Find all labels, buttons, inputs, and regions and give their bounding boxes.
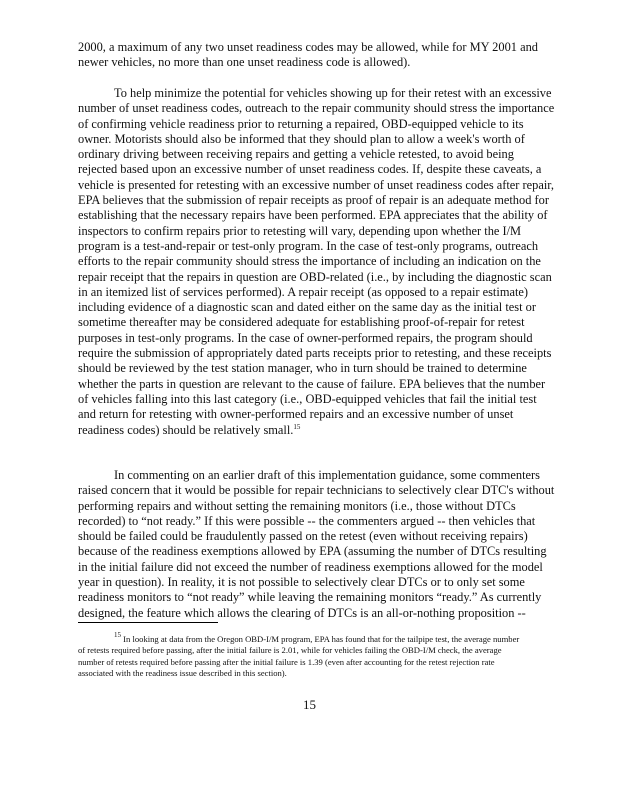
text-line-content: in an itemized list of services performed). A repair receipt (as opposed to a repair estimate) [78,284,529,299]
text-line [78,499,558,514]
text-line-content: year in question). In reality, it is not possible to selectively clear DTCs or to only set some [78,575,525,590]
text-line-content: purposes in test-only programs. In the case of owner-performed repairs, the program should [78,330,533,345]
text-line [78,361,558,376]
text-line [78,590,558,605]
text-line [78,239,558,254]
paragraph-3 [78,468,558,621]
text-line [78,468,558,483]
text-line [78,544,558,559]
text-line-content: including evidence of a diagnostic scan and dated either on the same day as the initial test or [78,300,536,315]
text-line-content: vehicle is presented for retesting with an excessive number of unset readiness codes after repair, [78,177,555,192]
text-line-content: of retests required before passing, after the initial failure is 2.01, while for vehicles failing the OBD-I/M check, the average [78,645,502,656]
text-line [78,560,558,575]
text-line [78,285,558,300]
text-line-content: EPA believes that the submission of repair receipts as proof of repair is an adequate method for [78,193,549,208]
text-line: 2000, a maximum of any two unset readiness codes may be allowed, while for MY 2001 and [78,40,538,54]
text-line [78,392,558,407]
text-line-content: To help minimize the potential for vehicles showing up for their retest with an excessive [114,86,552,100]
text-line-content: readiness codes) should be relatively small. [78,422,294,437]
text-line: newer vehicles, no more than one unset readiness code is allowed). [78,55,411,70]
text-line-content: ordinary driving between receiving repairs and getting a vehicle retested, to avoid being [78,147,514,162]
text-line [78,423,558,438]
text-line [78,208,558,223]
text-line [78,483,558,498]
text-line-content: of vehicles falling into this last category (i.e., OBD-equipped vehicles that fail the initial test [78,391,537,406]
footnote [78,631,578,679]
text-line [78,575,558,590]
text-line [78,132,558,147]
text-line [78,346,558,361]
page-number: 15 [303,697,316,712]
text-line-content: in the initial failure did not exceed the number of readiness exemptions allowed for the model [78,559,543,574]
text-line [78,407,558,422]
footnote-reference[interactable]: 15 [293,422,301,431]
paragraph-2 [78,86,558,438]
text-line-content: efforts to the repair community should stress the importance of including an indication on the [78,254,541,269]
text-line-content: repair receipt that the repairs in question are OBD-related (i.e., by including the diagnostic scan [78,269,552,284]
text-line-content: recorded) to “not ready.” If this were possible -- the commenters argued -- then vehicles that [78,513,536,528]
text-line-content: sometime thereafter may be considered adequate for establishing proof-of-repair for retest [78,315,525,330]
text-line [78,178,558,193]
text-line-content: rejected based upon an excessive number of unset readiness codes. If, despite these caveats, a [78,162,542,177]
text-line-content: of confirming vehicle readiness prior to returning a repaired, OBD-equipped vehicle to its [78,116,524,131]
text-line-content: In commenting on an earlier draft of this implementation guidance, some commenters [114,468,540,482]
text-line [78,300,558,315]
text-line [78,254,558,269]
text-line [78,606,558,621]
text-line [78,117,558,132]
text-line [78,315,558,330]
text-line-content: whether the parts in question are relevant to the cause of failure. EPA believes that the number [78,376,546,391]
text-line [78,529,558,544]
paragraph-1 [78,40,558,71]
text-line [78,101,558,116]
text-line [78,193,558,208]
text-line [78,377,558,392]
text-line-content: and return for retesting with owner-performed repairs and an excessive number of unset [78,407,514,422]
text-line [78,645,578,656]
footnote-number: 15 [114,631,121,639]
text-line-content: designed, the feature which allows the clearing of DTCs is an all-or-nothing proposition -- [78,605,526,620]
text-line [78,224,558,239]
text-line-content: number of retests required before passing after the initial failure is 1.39 (even after accounting for the retest rejection rate [78,656,495,667]
text-line-content: require the submission of appropriately dated parts receipts prior to retesting, and these receipts [78,346,552,361]
text-line-content: In looking at data from the Oregon OBD-I/M program, EPA has found that for the tailpipe test, the average number [123,634,520,644]
text-line-content: inspectors to confirm repairs prior to retesting will vary, depending upon whether the I/M [78,223,522,238]
text-line-content: owner. Motorists should also be informed that they should plan to allow a week's worth of [78,131,525,146]
text-line-content: should be reviewed by the test station manager, who in turn should be trained to determine [78,361,527,376]
text-line-content: readiness monitors to “not ready” while leaving the remaining monitors “ready.” As currently [78,590,542,605]
text-line-content: should be failed could be fraudulently passed on the retest (even without receiving repairs) [78,529,528,544]
footnote-divider [78,622,218,623]
text-line-content: associated with the readiness issue described in this section). [78,667,287,678]
text-line [78,514,558,529]
text-line [78,86,558,101]
text-line-content: because of the readiness exemptions allowed by EPA (assuming the number of DTCs resulting [78,544,547,559]
text-line [78,147,558,162]
text-line-content: program is a test-and-repair or test-only program. In the case of test-only programs, outreach [78,238,539,253]
text-line-content: establishing that the necessary repairs have been performed. EPA appreciates that the ability of [78,208,548,223]
text-line-content: number of unset readiness codes, outreach to the repair community should stress the importance [78,101,555,116]
text-line [78,657,578,668]
text-line-content: performing repairs and without setting the remaining monitors (i.e., those without DTCs [78,498,516,513]
text-line-content: raised concern that it would be possible for repair technicians to selectively clear DTC's without [78,483,555,498]
text-line [78,162,558,177]
text-line [78,331,558,346]
text-line [78,668,578,679]
text-line [78,270,558,285]
text-line [78,631,578,645]
